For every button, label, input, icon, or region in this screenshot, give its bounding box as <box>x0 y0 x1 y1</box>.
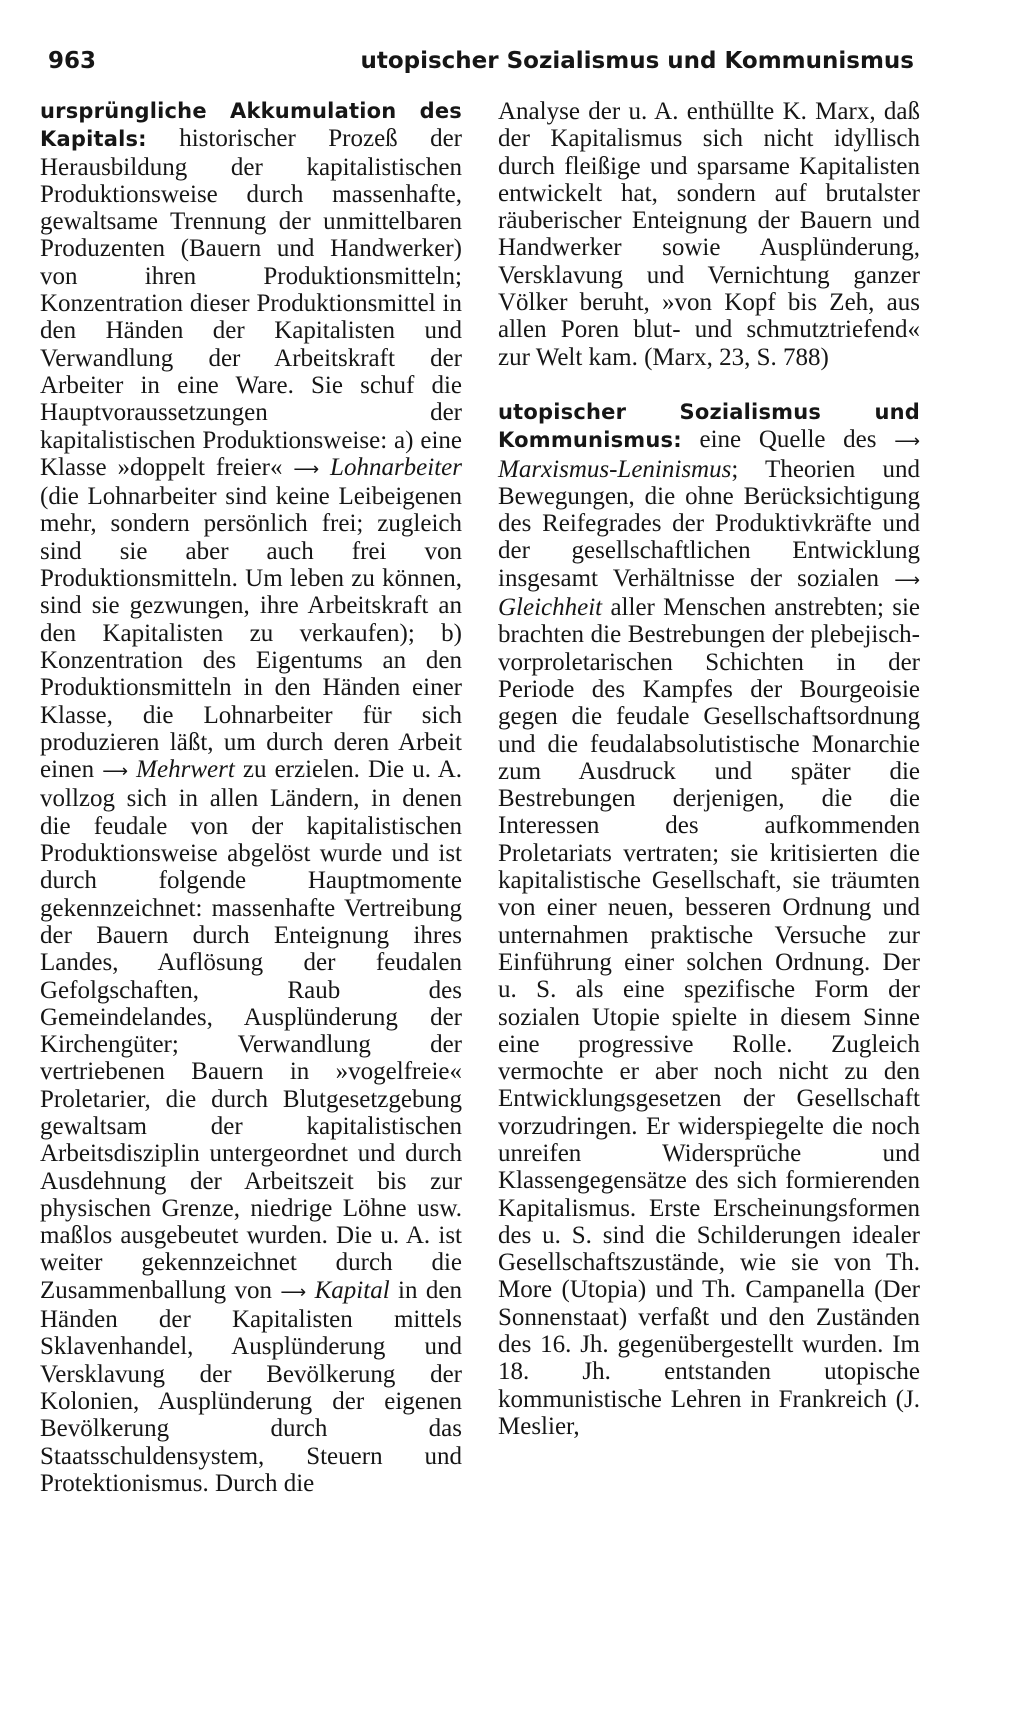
cross-reference-link[interactable]: Marxismus-Leninismus <box>498 455 732 483</box>
entry-text: eine Quelle des <box>681 426 895 454</box>
right-arrow-icon: ⟶ <box>280 1281 307 1303</box>
page-number: 963 <box>48 48 97 74</box>
cross-reference-link[interactable]: Mehrwert <box>136 756 235 784</box>
entry-utopischer-sozialismus <box>498 398 920 1440</box>
entry-text-continuation: Analyse der u. A. enthüllte K. Marx, daß der Kapitalismus sich nicht idyllisch durch fleißige und sparsame Kapitalisten entwickelt hat, sondern auf brutalster räuberischer Enteignung der Bauern und Handwerker sowie Ausplünderung, Versklavung und Vernichtung ganzer Völker beruht, »von Kopf bis Zeh, aus allen Poren blut- und schmutztriefend« zur Welt kam. (Marx, 23, S. 788) <box>498 98 920 371</box>
left-column <box>40 97 462 1497</box>
entry-headword: ursprüngliche Akkumulation des Kapitals: <box>40 99 462 152</box>
entry-text: ; Theorien und Bewegungen, die ohne Berücksichtigung des Reifegrades der Produktivkräfte und der gesellschaftlichen Entwicklung insgesamt Verhältnisse der sozialen <box>498 455 920 592</box>
right-arrow-icon: ⟶ <box>894 431 920 453</box>
cross-reference-link[interactable]: Gleichheit <box>498 594 603 622</box>
entry-text: zu erzielen. Die u. A. vollzog sich in allen Ländern, in denen die feudale von der kapitalistischen Produktionsweise abgelöst wurde und ist durch folgende Hauptmomente gekennzeichnet: massenhafte Vertreibung der Bauern durch Enteignung ihres Landes, Auflösung der feudalen Gefolgschaften, Raub des Gemeindelandes, Ausplünderung der Kirchengüter; Verwandlung der vertriebenen Bauern in »vogelfreie« Proletarier, die durch Blutgesetzgebung gewaltsam der kapitalistischen Arbeitsdisziplin untergeordnet und durch Ausdehnung der Arbeitszeit bis zur physischen Grenze, niedrige Löhne usw. maßlos ausgebeutet wurden. Die u. A. ist weiter gekennzeichnet durch die Zusammenballung von <box>40 756 463 1304</box>
entry-text-continued: in den Händen der Kapitalisten mittels Sklavenhandel, Ausplünderung und Versklavung der Bevölkerung der Kolonien, Ausplünderung der eigenen Bevölkerung durch das Staatsschuldensystem, Steuern und Protektionismus. Durch die <box>40 1276 463 1497</box>
cross-reference-link[interactable]: Kapital <box>314 1276 390 1304</box>
right-column <box>498 98 920 1440</box>
right-arrow-icon: ⟶ <box>102 761 129 783</box>
entry-text: aller Menschen anstrebten; sie brachten die Bestrebungen der plebejisch-vorproletarischen Schichten in der Periode des Kampfes der Bourgeoisie gegen die feudale Gesellschaftsordnung und die feudalabsolutistische Monarchie zum Ausdruck und später die Bestrebungen derjenigen, die die Interessen des aufkommenden Proletariats vertraten; sie kritisierten die kapitalistische Gesellschaft, sie träumten von einer neuen, besseren Ordnung und unternahmen praktische Versuche zur Einführung einer solchen Ordnung. Der u. S. als eine spezifische Form der sozialen Utopie spielte in diesem Sinne eine progressive Rolle. Zugleich vermochte er aber noch nicht zu den Entwicklungsgesetzen der Gesellschaft vorzudringen. Er widerspiegelte die noch unreifen Widersprüche und Klassengegensätze des sich formierenden Kapitalismus. Erste Erscheinungsformen des u. S. sind die Schilderungen idealer Gesellschaftszustände, wie sie von Th. More (Utopia) und Th. Campanella (Der Sonnenstaat) verfaßt und den Zuständen des 16. Jh. gegenübergestellt wurden. Im 18. Jh. entstanden utopische kommunistische Lehren in Frankreich (J. Meslier, <box>498 594 920 1440</box>
entry-text: (die Lohnarbeiter sind keine Leibeigenen mehr, sondern persönlich frei; zugleich sind sie aber auch frei von Produktionsmitteln. Um leben zu können, sind sie gezwungen, ihre Arbeitskraft an den Kapitalisten zu verkaufen); b) Konzentration des Eigentums an den Produktionsmitteln in den Händen einer Klasse, die Lohnarbeiter für sich produzieren läßt, um durch deren Arbeit einen <box>40 483 462 784</box>
running-header <box>48 44 914 78</box>
right-arrow-icon: ⟶ <box>293 458 320 480</box>
entry-text: historischer Prozeß der Herausbildung der kapitalistischen Produktionsweise durch massenhafte, gewaltsame Trennung der unmittelbaren Produzenten (Bauern und Handwerker) von ihren Produktionsmitteln; Konzentration dieser Produktionsmittel in den Händen der Kapitalisten und Verwandlung der Arbeitskraft der Arbeiter in eine Ware. Sie schuf die Hauptvoraussetzungen der kapitalistischen Produktionsweise: a) eine Klasse »doppelt freier« <box>40 125 462 481</box>
running-title: utopischer Sozialismus und Kommunismus <box>360 48 914 74</box>
entry-continuation <box>498 98 920 371</box>
entry-urspruengliche-akkumulation <box>40 97 462 1497</box>
right-arrow-icon: ⟶ <box>894 569 920 591</box>
cross-reference-link[interactable]: Lohnarbeiter <box>330 453 462 481</box>
entry-headword: utopischer Sozialismus und Kommunismus: <box>498 399 920 453</box>
